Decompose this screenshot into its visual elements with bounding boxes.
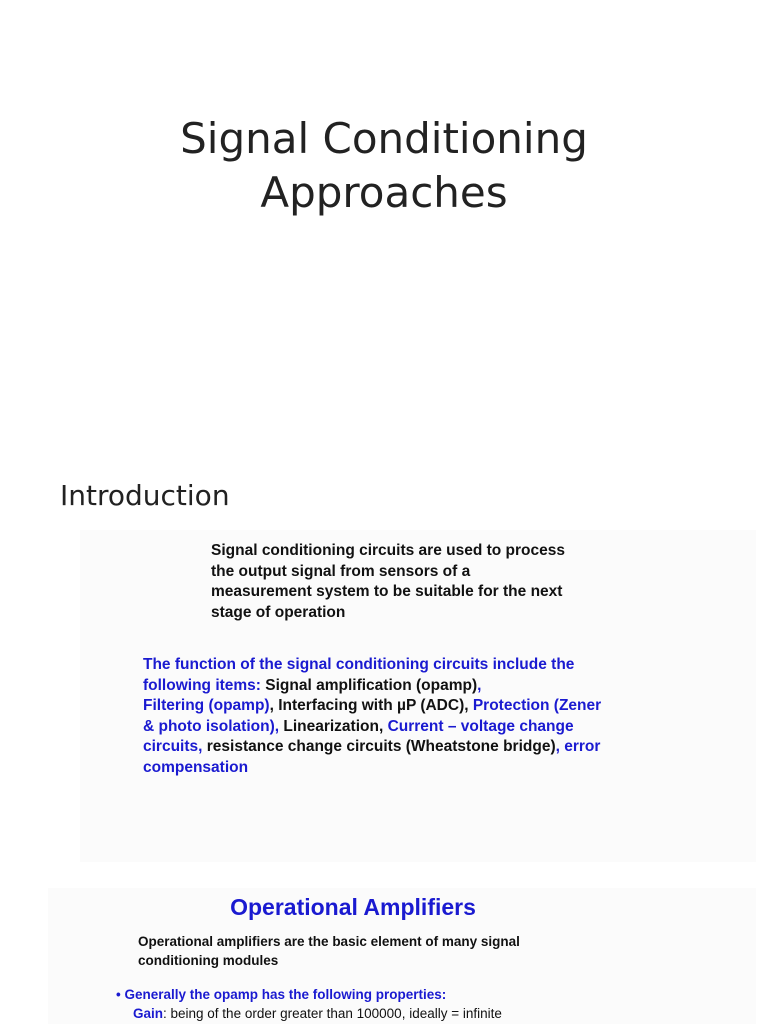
separator: ,	[477, 676, 482, 694]
function-filtering: Filtering (opamp)	[143, 697, 270, 715]
separator: ,	[555, 738, 565, 756]
slide-title-line-2: Approaches	[260, 168, 508, 217]
function-current-voltage: Current – voltage change circuits,	[143, 717, 574, 756]
section-heading-introduction: Introduction	[60, 479, 230, 512]
function-interfacing: µP (ADC),	[397, 697, 473, 715]
slide-title-line-1: Signal Conditioning	[180, 114, 588, 163]
function-protection: Protection (Zener & photo isolation),	[143, 697, 602, 735]
slide-title	[0, 112, 768, 220]
opamp-title: Operational Amplifiers	[230, 894, 476, 920]
intro-paragraph: Signal conditioning circuits are used to process the output signal from sensors of a measurement system to be suitable for the next stage of operation	[211, 542, 565, 621]
function-resistance-change: resistance change circuits (Wheatstone bridge)	[202, 738, 556, 756]
gain-description: : being of the order greater than 100000, ideally = infinite	[163, 1006, 502, 1021]
opamp-description: Operational amplifiers are the basic element of many signal conditioning modules	[138, 934, 520, 968]
functions-paragraph	[143, 655, 613, 779]
function-amplification: Signal amplification (opamp)	[260, 676, 478, 694]
properties-bullet: • Generally the opamp has the following properties:	[116, 987, 447, 1002]
functions-lead: The function of the signal conditioning circuits include the following items:	[143, 656, 575, 694]
interfacing-prefix: , Interfacing with	[269, 697, 398, 715]
function-linearization: Linearization,	[279, 717, 388, 735]
function-error-compensation: error compensation	[143, 738, 601, 776]
gain-label: Gain	[133, 1006, 164, 1021]
gain-property	[133, 1005, 502, 1023]
